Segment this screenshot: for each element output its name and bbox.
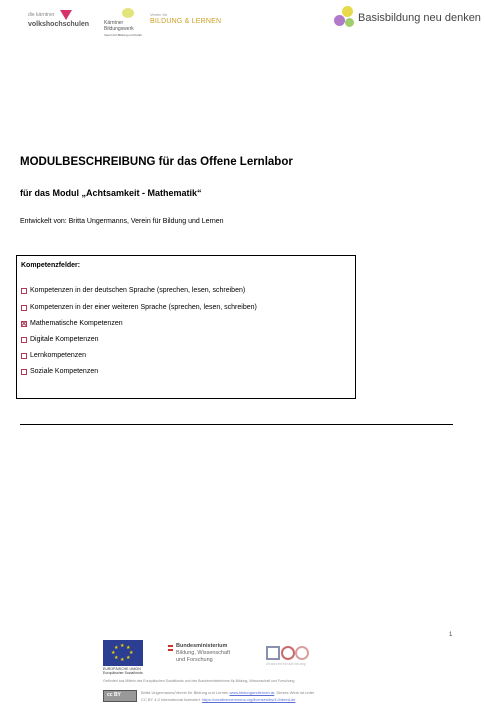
bnd-circle-icon — [345, 18, 354, 27]
checkbox-checked-icon[interactable] — [21, 321, 27, 327]
checkbox-icon[interactable] — [21, 337, 27, 343]
bildung-lernen-logo — [150, 12, 220, 30]
competence-item[interactable] — [21, 320, 123, 327]
cc-license-badge[interactable] — [103, 690, 137, 702]
square-icon — [266, 646, 280, 660]
kbw-logo-line1: Kärntner — [104, 20, 124, 26]
bnd-circle-icon — [334, 15, 345, 26]
competence-label: Kompetenzen in der einer weiteren Sprache (sprechen, lesen, schreiben) — [30, 304, 257, 311]
document-title: MODULBESCHREIBUNG für das Offene Lernlabor — [20, 156, 293, 168]
license-line2 — [141, 697, 295, 702]
chance-bildung-logo — [264, 646, 334, 674]
kbw-circle-icon — [122, 8, 134, 18]
ministry-line1: Bundesministerium — [176, 643, 228, 649]
ministry-line2: Bildung, Wissenschaft — [176, 650, 231, 656]
competence-label: Digitale Kompetenzen — [30, 336, 99, 343]
austria-flag-icon — [168, 645, 173, 651]
license-cc-text: CC BY 4.0 International lizenziert. — [141, 697, 201, 702]
bnd-circle-icon — [342, 6, 353, 17]
competence-item[interactable] — [21, 352, 86, 359]
cc-badge-text: cc BY — [107, 692, 121, 698]
eu-logo — [103, 640, 143, 674]
circle-icon — [295, 646, 309, 660]
competence-item[interactable] — [21, 336, 99, 343]
horizontal-rule — [20, 424, 453, 425]
competence-heading: Kompetenzfelder: — [21, 262, 81, 269]
checkbox-icon[interactable] — [21, 369, 27, 375]
eu-text2: Europäischer Sozialfonds — [103, 671, 143, 675]
funding-note: Gefördert aus Mitteln des Europäischen Sozialfonds und des Bundesministeriums für Bildung, Wissenschaft und Forschung — [103, 679, 295, 683]
chance-text: chanceneinsbildung — [266, 662, 306, 666]
license-author: Britta Ungermanns/Verein für Bildung und Lernen — [141, 690, 229, 695]
competence-label: Mathematische Kompetenzen — [30, 320, 123, 327]
basisbildung-logo — [332, 6, 482, 32]
checkbox-icon[interactable] — [21, 305, 27, 311]
eu-text1: EUROPÄISCHE UNION — [103, 667, 141, 671]
competence-box — [16, 255, 356, 399]
page-number: 1 — [449, 632, 453, 638]
competence-label: Soziale Kompetenzen — [30, 368, 99, 375]
vhs-triangle-icon — [60, 10, 72, 20]
vhs-logo — [28, 10, 96, 32]
document-author: Entwickelt von: Britta Ungermanns, Verein für Bildung und Lernen — [20, 218, 224, 225]
license-website-link[interactable]: www.bildungundlernen.at — [229, 690, 275, 695]
bildung-lernen-small: Verein für — [150, 12, 168, 17]
kbw-logo — [102, 8, 143, 37]
competence-item[interactable] — [21, 304, 257, 311]
circle-icon — [281, 646, 295, 660]
kbw-logo-line3: Verein für Bildung und Kultur — [104, 33, 143, 37]
checkbox-icon[interactable] — [21, 353, 27, 359]
license-line1 — [141, 690, 314, 695]
eu-flag-icon: ★ ★ ★ ★ ★ ★ ★ ★ — [103, 640, 143, 666]
ministry-logo — [168, 643, 248, 673]
competence-item[interactable] — [21, 368, 98, 375]
vhs-logo-line2: volkshochschulen — [28, 21, 90, 28]
checkbox-icon[interactable] — [21, 288, 27, 294]
vhs-logo-line1: die kärntner — [28, 12, 55, 18]
competence-item[interactable] — [21, 287, 245, 294]
basisbildung-text: Basisbildung neu denken — [358, 12, 481, 24]
license-cc-link[interactable]: https://creativecommons.org/licenses/by/4.0/deed.de — [202, 697, 296, 702]
license-text: . Dieses Werk ist unter — [274, 690, 315, 695]
document-subtitle: für das Modul „Achtsamkeit - Mathematik“ — [20, 188, 202, 198]
kbw-logo-line2: Bildungswerk — [104, 26, 134, 32]
ministry-line3: und Forschung — [176, 657, 213, 663]
competence-label: Kompetenzen in der deutschen Sprache (sprechen, lesen, schreiben) — [30, 287, 246, 294]
bildung-lernen-text: BILDUNG & LERNEN — [150, 18, 222, 25]
competence-label: Lernkompetenzen — [30, 352, 87, 359]
